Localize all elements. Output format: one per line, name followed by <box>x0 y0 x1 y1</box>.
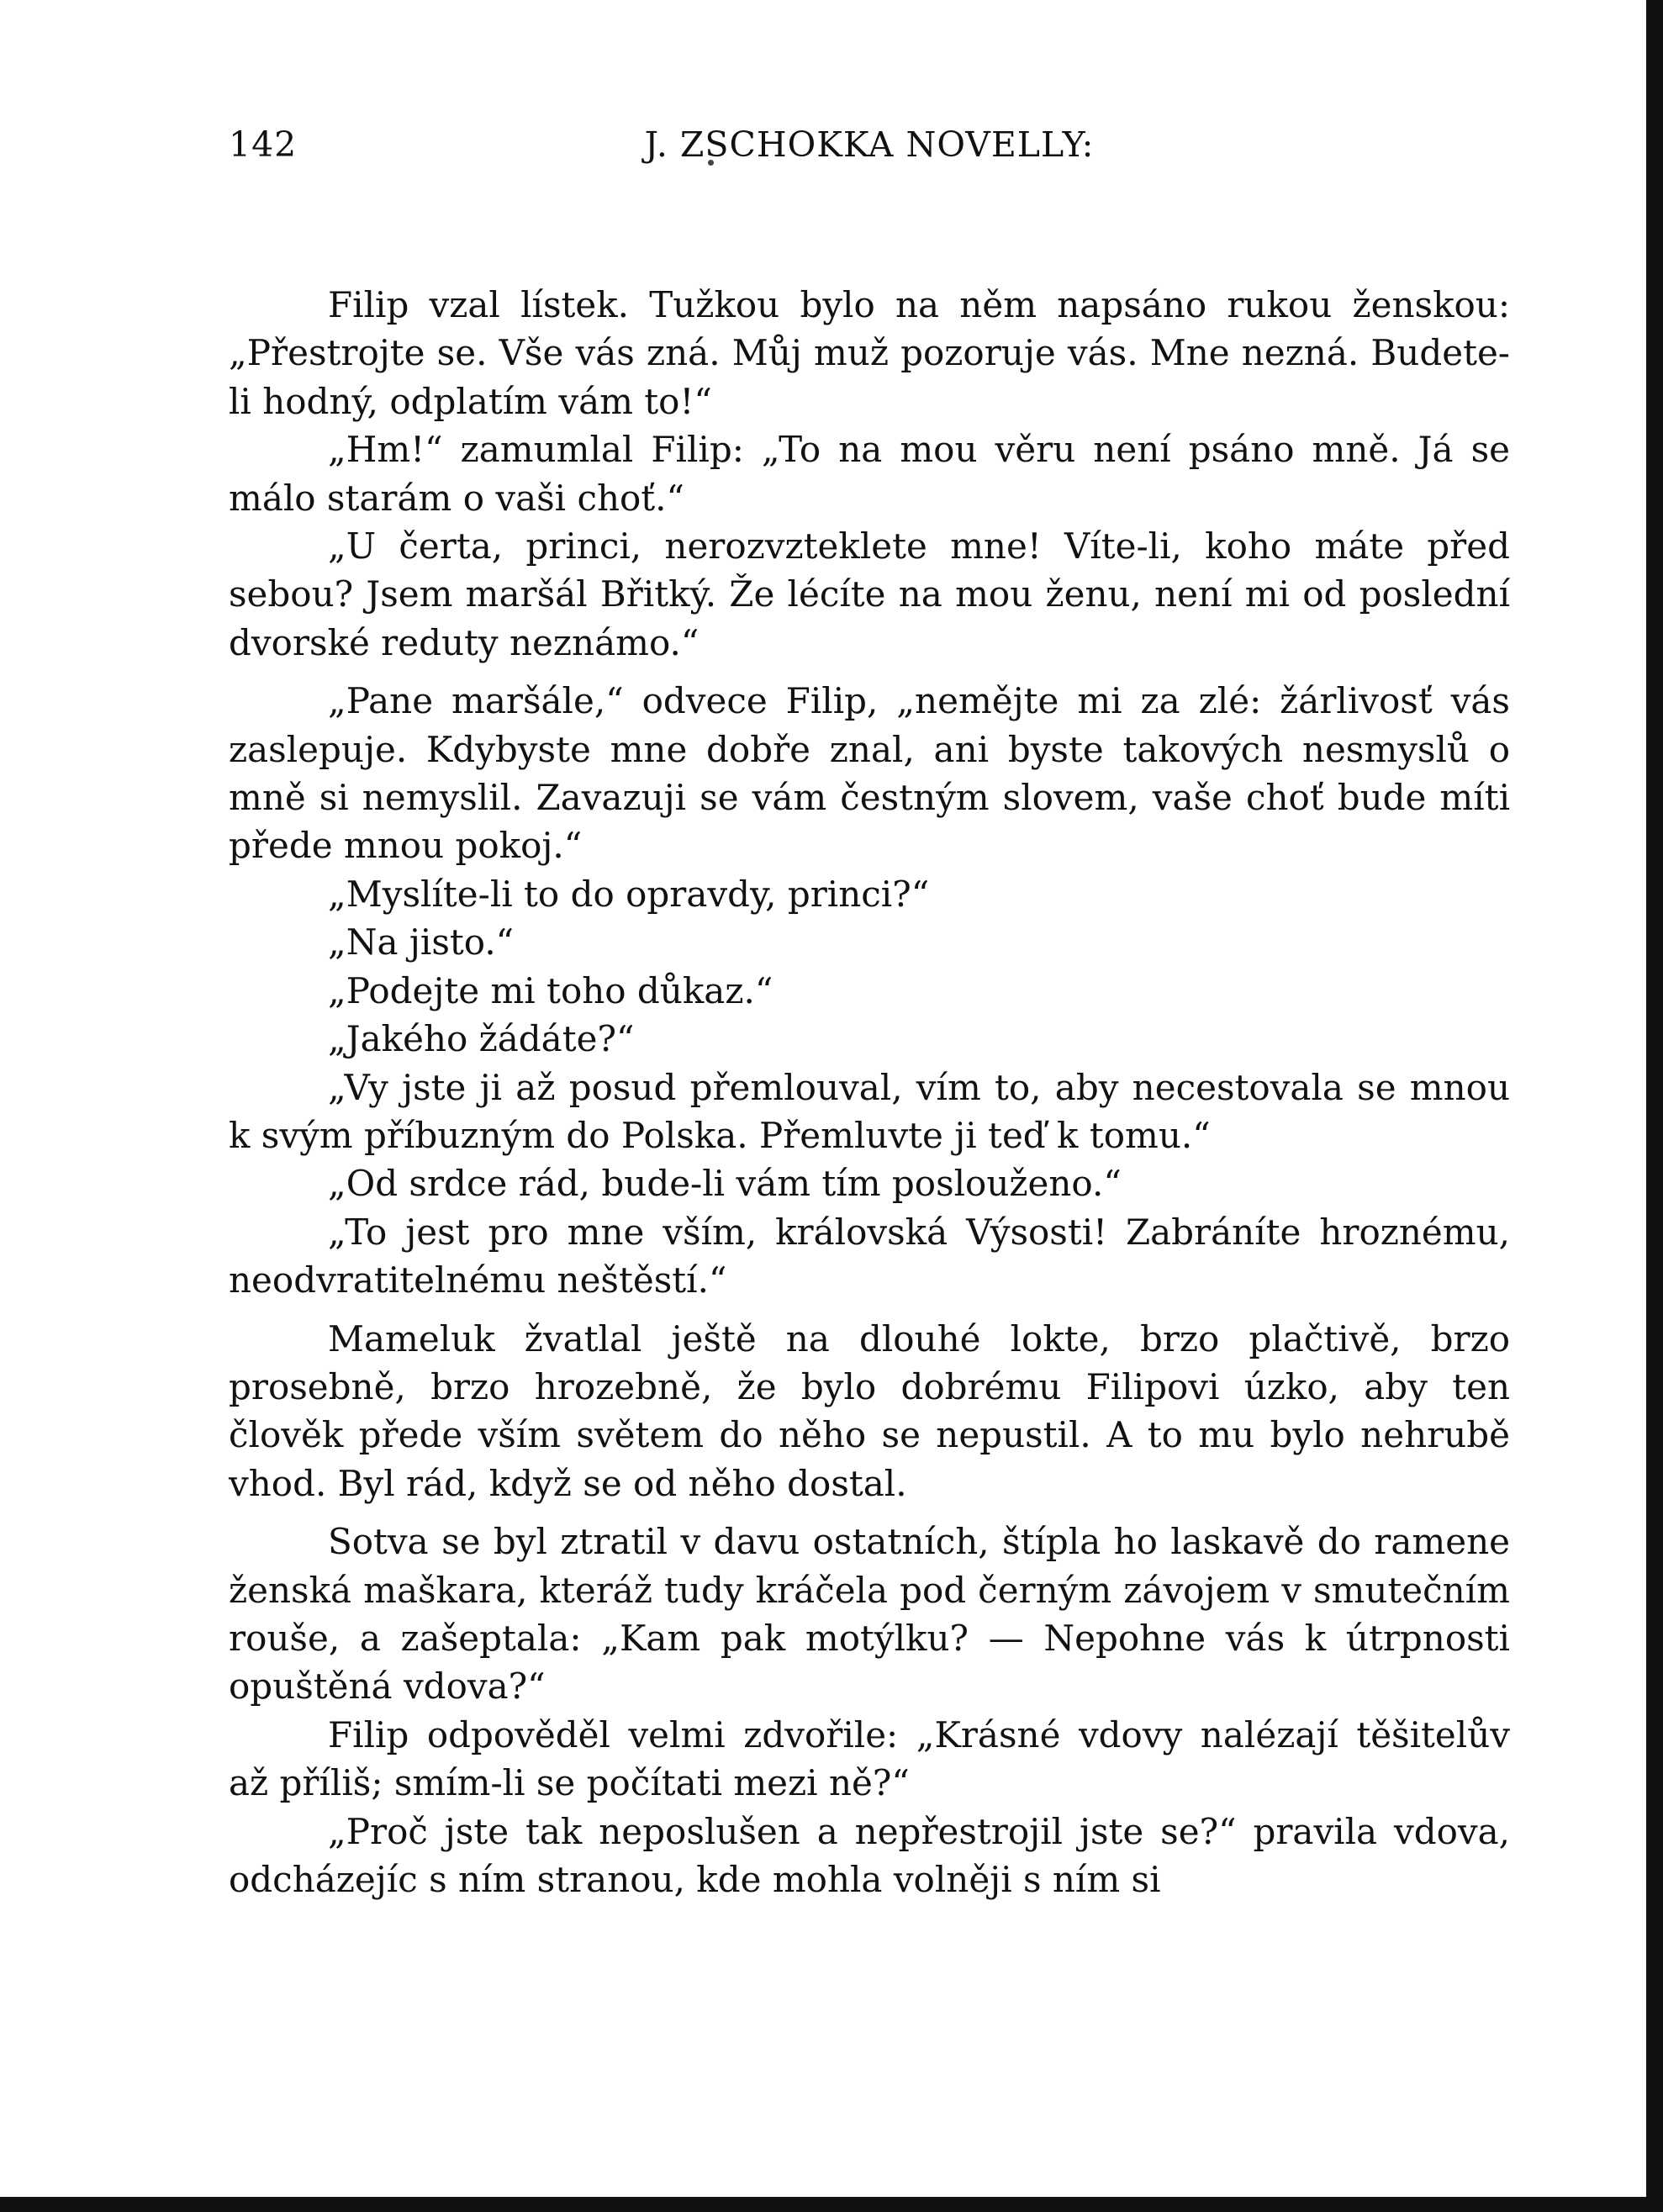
paragraph: „Podejte mi toho důkaz.“ <box>328 969 773 1011</box>
page-edge-right <box>1646 0 1663 2212</box>
paragraph: „U čerta, princi, nerozvzteklete mne! Víte-li, koho máte před sebou? Jsem maršál Břitký. Že lécíte na mou ženu, není mi od poslední dvorské reduty neznámo.“ <box>229 525 1510 663</box>
paragraph: „Proč jste tak neposlušen a nepřestrojil jste se?“ pravila vdova, odcházejíc s ním stranou, kde mohla volněji s ním si <box>229 1810 1510 1900</box>
paragraph: „Jakého žádáte?“ <box>328 1018 635 1060</box>
paragraph: „Od srdce rád, bude-li vám tím poslouženo.“ <box>328 1163 1122 1205</box>
paragraph: „Myslíte-li to do opravdy, princi?“ <box>328 873 930 915</box>
paragraph: „Vy jste ji až posud přemlouval, vím to, aby necestovala se mnou k svým příbuzným do Polska. Přemluvte ji teď k tomu.“ <box>229 1066 1510 1156</box>
paragraph: „Na jisto.“ <box>328 921 515 963</box>
paragraph: Sotva se byl ztratil v davu ostatních, štípla ho laskavě do ramene ženská maškara, kteráž tudy kráčela pod černým závojem v smutečním rouše, a zašeptala: „Kam pak motýlku? — Nepohne vás k útrpnosti opuštěná vdova?“ <box>229 1521 1510 1708</box>
book-page <box>229 124 1510 1903</box>
running-header <box>229 124 1510 180</box>
paragraph: „To jest pro mne vším, královská Výsosti! Zabráníte hroznému, neodvratitelnému neštěstí.“ <box>229 1211 1510 1301</box>
page-edge-bottom <box>0 2197 1663 2212</box>
paragraph: Filip vzal lístek. Tužkou bylo na něm napsáno rukou ženskou: „Přestrojte se. Vše vás zná. Můj muž pozoruje vás. Mne nezná. Budete-li hodný, odplatím vám to!“ <box>229 284 1510 422</box>
page-number: 142 <box>229 124 298 165</box>
paragraph: Mameluk žvatlal ještě na dlouhé lokte, brzo plačtivě, brzo prosebně, brzo hrozebně, že bylo dobrému Filipovi úzko, aby ten člověk přede vším světem do něho se nepustil. A to mu bylo nehrubě vhod. Byl rád, když se od něho dostal. <box>229 1317 1510 1504</box>
running-title: J. ZSCHOKKA NOVELLY: <box>644 124 1095 165</box>
paragraph: Filip odpověděl velmi zdvořile: „Krásné vdovy nalézají těšitelův až příliš; smím-li se počítati mezi ně?“ <box>229 1713 1510 1804</box>
paragraph: „Pane maršále,“ odvece Filip, „nemějte mi za zlé: žárlivosť vás zaslepuje. Kdybyste mne dobře znal, ani byste takových nesmyslů o mně si nemyslil. Zavazuji se vám čestným slovem, vaše choť bude míti přede mnou pokoj.“ <box>229 680 1510 867</box>
body-text <box>229 281 1510 1903</box>
paragraph: „Hm!“ zamumlal Filip: „To na mou věru není psáno mně. Já se málo starám o vaši choť.“ <box>229 429 1510 519</box>
